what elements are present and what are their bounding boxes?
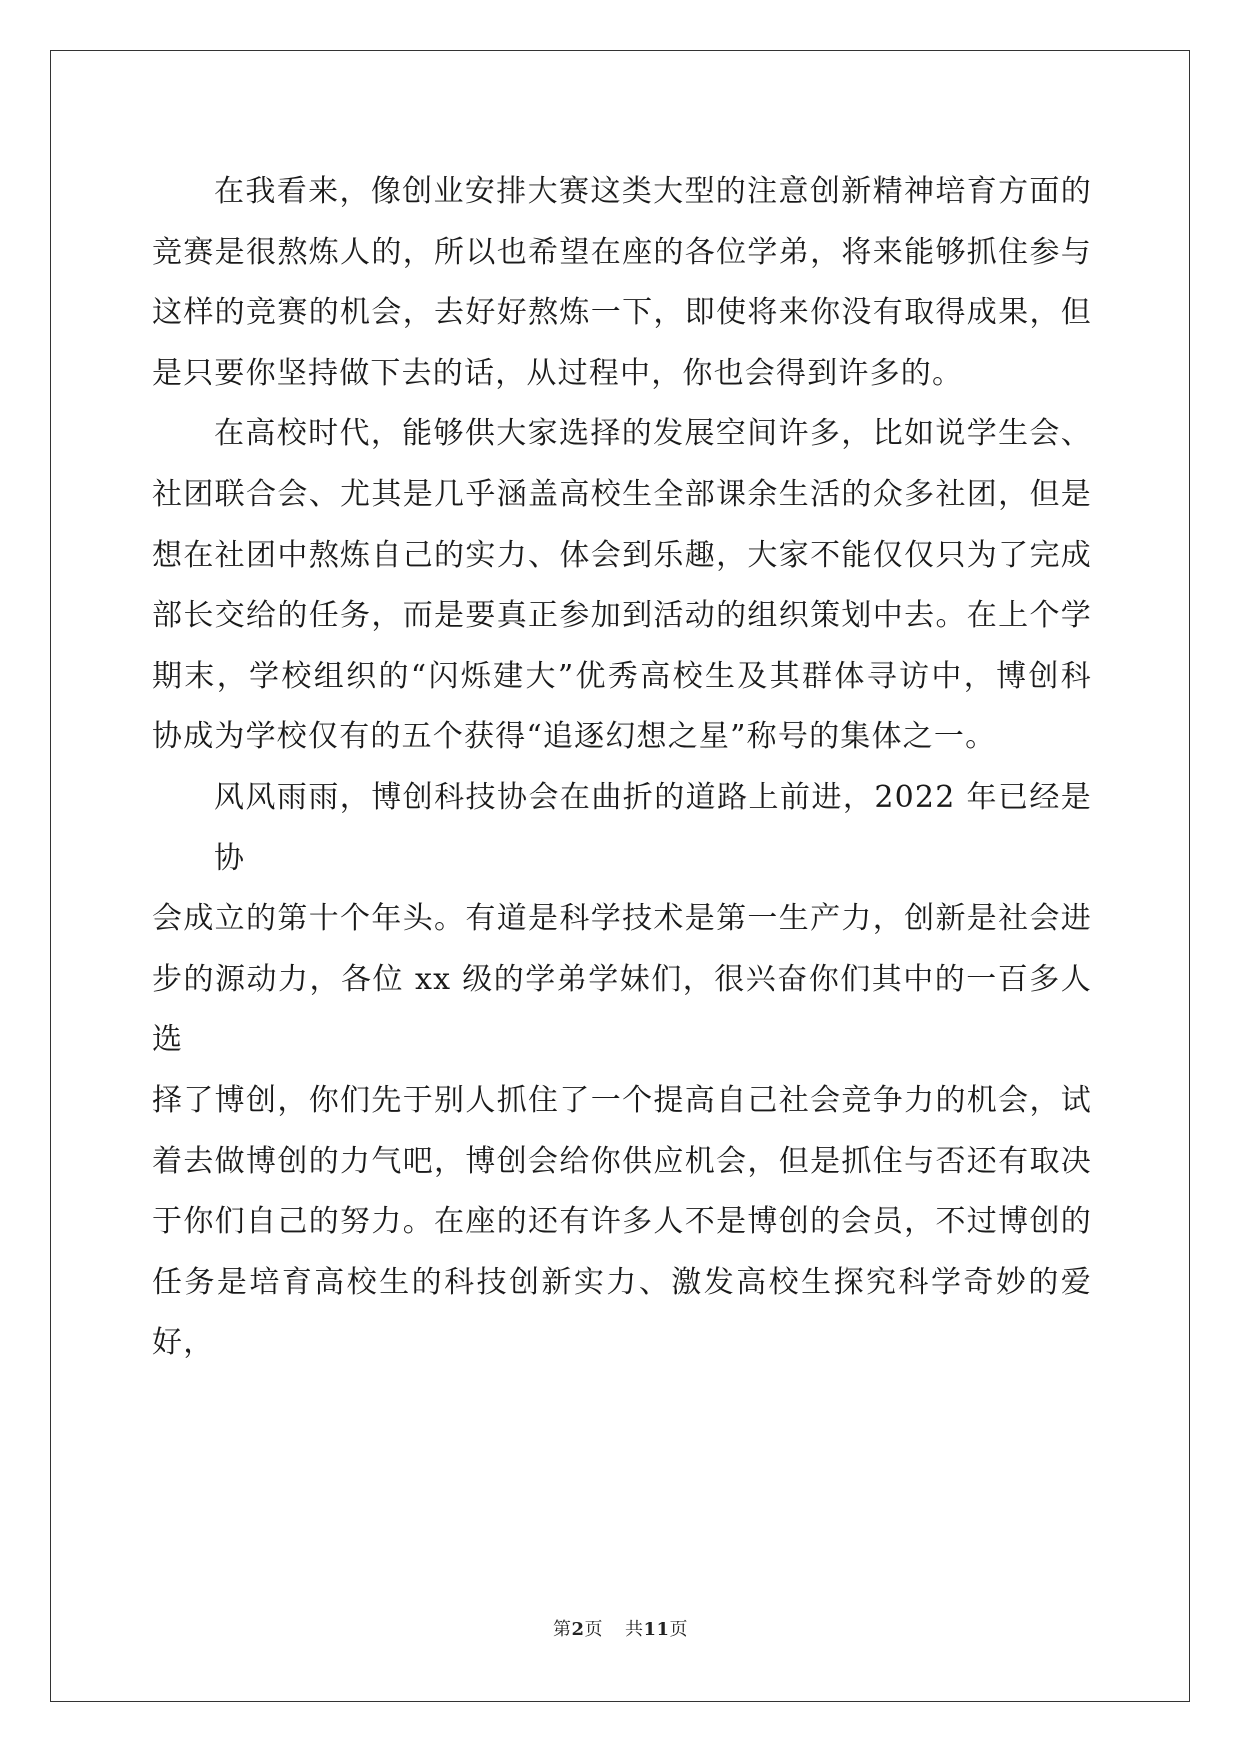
paragraph-line: 协成为学校仅有的五个获得“追逐幻想之星”称号的集体之一。 <box>152 719 997 755</box>
page-footer <box>0 1615 1241 1641</box>
paragraph-line: 在高校时代，能够供大家选择的发展空间许多，比如说学生会、 <box>214 416 1092 452</box>
paragraph-1 <box>152 162 1092 404</box>
paragraph-line: 社团联合会、尤其是几乎涵盖高校生全部课余生活的众多社团，但是 <box>152 476 1092 512</box>
paragraph-line: 这样的竞赛的机会，去好好熬炼一下，即使将来你没有取得成果，但 <box>152 295 1092 331</box>
total-suffix: 页 <box>669 1619 689 1640</box>
paragraph-line: 想在社团中熬炼自己的实力、体会到乐趣，大家不能仅仅只为了完成 <box>152 537 1092 573</box>
paragraph-line: 竞赛是很熬炼人的，所以也希望在座的各位学弟，将来能够抓住参与 <box>152 234 1092 270</box>
paragraph-line: 会成立的第十个年头。有道是科学技术是第一生产力，创新是社会进 <box>152 901 1092 937</box>
paragraph-line: 任务是培育高校生的科技创新实力、激发高校生探究科学奇妙的爱好， <box>152 1264 1092 1361</box>
page-number: 2 <box>571 1619 585 1640</box>
paragraph-2 <box>152 404 1092 768</box>
paragraph-line: 部长交给的任务，而是要真正参加到活动的组织策划中去。在上个学 <box>152 598 1092 634</box>
total-pages: 11 <box>643 1619 670 1640</box>
paragraph-line: 择了博创，你们先于别人抓住了一个提高自己社会竞争力的机会，试 <box>152 1082 1092 1118</box>
page-suffix: 页 <box>584 1619 603 1640</box>
paragraph-line: 期末，学校组织的“闪烁建大”优秀高校生及其群体寻访中，博创科 <box>152 658 1092 694</box>
paragraph-line: 着去做博创的力气吧，博创会给你供应机会，但是抓住与否还有取决 <box>152 1143 1092 1179</box>
paragraph-line: 在我看来，像创业安排大赛这类大型的注意创新精神培育方面的 <box>214 174 1092 209</box>
page-prefix: 第 <box>552 1619 572 1640</box>
paragraph-3 <box>152 768 1092 1374</box>
total-prefix: 共 <box>624 1619 644 1640</box>
paragraph-line: 于你们自己的努力。在座的还有许多人不是博创的会员，不过博创的 <box>152 1204 1092 1240</box>
document-body <box>152 162 1092 1374</box>
paragraph-line: 步的源动力，各位 xx 级的学弟学妹们，很兴奋你们其中的一百多人选 <box>152 961 1092 1058</box>
paragraph-line: 风风雨雨，博创科技协会在曲折的道路上前进，2022 年已经是协 <box>214 779 1092 876</box>
paragraph-line: 是只要你坚持做下去的话，从过程中，你也会得到许多的。 <box>152 355 964 391</box>
